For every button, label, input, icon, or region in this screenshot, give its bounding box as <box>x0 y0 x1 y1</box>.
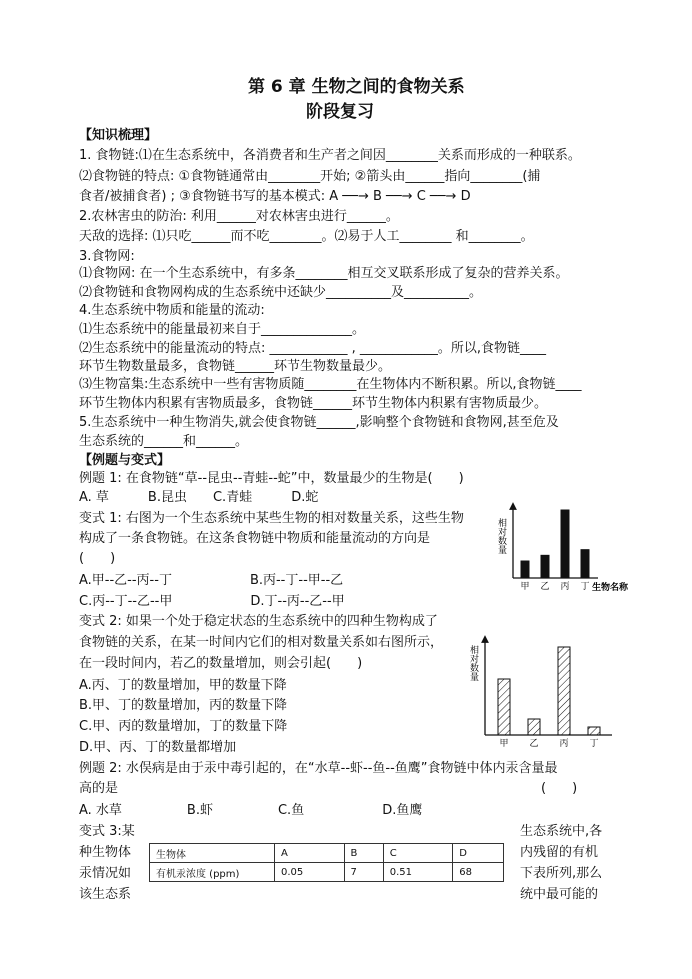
bar-丙 <box>561 510 569 578</box>
bar-丁 <box>581 550 589 578</box>
tick-label: 甲 <box>499 739 509 749</box>
tick-label: 丁 <box>580 582 590 592</box>
bar-chart-1 <box>498 500 658 600</box>
text-line: 环节生物体内积累有害物质最多，食物链______环节生物体内积累有害物质最少。 <box>79 396 548 411</box>
question-line: 变式 1: 右图为一个生态系统中某些生物的相对数量关系，这些生物 <box>79 511 464 526</box>
text-line: ⑵生态系统中的能量流动的特点: ____________ , ____________。所以,食物链____ <box>79 341 547 356</box>
bar-乙 <box>528 719 540 735</box>
bar-丁 <box>588 727 600 735</box>
answer-options: A.甲--乙--丙--丁 B.丙--丁--甲--乙 <box>79 573 344 588</box>
text-line: ⑴食物网: 在一个生态系统中，有多条________相互交叉联系形成了复杂的营养关系。 <box>79 266 569 281</box>
section-heading: 【例题与变式】 <box>79 453 171 468</box>
table-cell: C <box>383 844 453 863</box>
question-line: 内残留的有机 <box>520 845 599 860</box>
y-axis-label: 相对数量 <box>468 645 478 681</box>
table-cell: 68 <box>453 863 504 882</box>
text-line: 食者/被捕食者) ; ③食物链书写的基本模式: A ──→ B ──→ C ──→ D <box>79 189 471 204</box>
text-line: 天敌的选择: ⑴只吃______而不吃________。⑵易于人工________ 和________。 <box>79 229 534 244</box>
text-line: ⑵食物链和食物网构成的生态系统中还缺少__________及__________。 <box>79 285 483 300</box>
x-axis-label: 生物名称 <box>592 583 629 593</box>
answer-options: A. 水草 B.虾 C.鱼 D.鱼鹰 <box>79 803 423 818</box>
question-line: ( ) <box>79 551 116 566</box>
text-line: 环节生物数量最多，食物链______环节生物数量最少。 <box>79 359 392 374</box>
table-cell: A <box>275 844 345 863</box>
question-line: 高的是 <box>79 781 119 796</box>
answer-options: C.丙--丁--乙--甲 D.丁--丙--乙--甲 <box>79 594 345 609</box>
table-cell: 生物体 <box>150 844 275 863</box>
question-line: 种生物体 <box>79 845 132 860</box>
tick-label: 乙 <box>540 582 550 592</box>
table-cell: D <box>453 844 504 863</box>
text-line: 1. 食物链:⑴在生态系统中，各消费者和生产者之间因________关系而形成的一种联系。 <box>79 148 581 163</box>
page-title: 第 6 章 生物之间的食物关系 <box>248 77 465 97</box>
question-line: 生态系统中,各 <box>520 824 603 839</box>
bar-乙 <box>541 555 549 578</box>
text-line: 2.农林害虫的防治: 利用______对农林害虫进行______。 <box>79 209 399 224</box>
question-line: 构成了一条食物链。在这条食物链中物质和能量流动的方向是 <box>79 531 431 546</box>
answer-option: D.甲、丙、丁的数量都增加 <box>79 740 237 755</box>
text-line: 3.食物网: <box>79 249 135 264</box>
question-line: 下表所列,那么 <box>520 866 603 881</box>
answer-option: B.甲、丁的数量增加，丙的数量下降 <box>79 698 288 713</box>
text-line: 生态系统的______和______。 <box>79 434 249 449</box>
bar-甲 <box>498 679 510 735</box>
tick-label: 丙 <box>559 739 569 749</box>
question-line: 汞情况如 <box>79 866 132 881</box>
text-line: ⑶生物富集:生态系统中一些有害物质随________在生物体内不断积累。所以,食物链____ <box>79 377 582 392</box>
table-row <box>150 863 504 882</box>
tick-label: 甲 <box>520 582 530 592</box>
tick-label: 丁 <box>589 739 599 749</box>
tick-label: 丙 <box>560 582 570 592</box>
question-line: 在一段时间内，若乙的数量增加，则会引起( ) <box>79 656 363 671</box>
question-line: 例题 1: 在食物链“草--昆虫--青蛙--蛇”中，数量最少的生物是( ) <box>79 471 464 486</box>
answer-option: C.甲、丙的数量增加，丁的数量下降 <box>79 719 288 734</box>
table-cell: B <box>344 844 383 863</box>
table-cell: 7 <box>344 863 383 882</box>
text-line: 4.生态系统中物质和能量的流动: <box>79 303 265 318</box>
question-line: 变式 3:某 <box>79 824 135 839</box>
tick-label: 乙 <box>529 739 539 749</box>
question-line: 变式 2: 如果一个处于稳定状态的生态系统中的四种生物构成了 <box>79 614 438 629</box>
bar-丙 <box>558 647 570 735</box>
page-subtitle: 阶段复习 <box>306 102 374 122</box>
table-cell: 0.05 <box>275 863 345 882</box>
section-heading: 【知识梳理】 <box>79 128 158 143</box>
question-line: 统中最可能的 <box>520 887 599 902</box>
question-line: 例题 2: 水俣病是由于汞中毒引起的，在“水草--虾--鱼--鱼鹰”食物链中体内汞含量最 <box>79 761 558 776</box>
table-cell: 0.51 <box>383 863 453 882</box>
bar-chart-2 <box>470 635 620 750</box>
question-line: 该生态系 <box>79 887 132 902</box>
text-line: ⑴生态系统中的能量最初来自于______________。 <box>79 322 366 337</box>
answer-options: A. 草 B.昆虫 C.青蛙 D.蛇 <box>79 490 319 505</box>
text-line: ⑵食物链的特点: ①食物链通常由________开始; ②箭头由______指向________(捕 <box>79 169 541 184</box>
question-paren: ( ) <box>541 781 578 796</box>
mercury-table <box>149 843 504 882</box>
answer-option: A.丙、丁的数量增加，甲的数量下降 <box>79 678 287 693</box>
y-axis-label: 相对数量 <box>496 518 506 554</box>
question-line: 食物链的关系，在某一时间内它们的相对数量关系如右图所示， <box>79 635 444 650</box>
bar-甲 <box>521 561 529 578</box>
table-header-row <box>150 844 504 863</box>
table-cell: 有机汞浓度 (ppm) <box>150 863 275 882</box>
text-line: 5.生态系统中一种生物消失,就会使食物链______,影响整个食物链和食物网,甚至危及 <box>79 415 559 430</box>
